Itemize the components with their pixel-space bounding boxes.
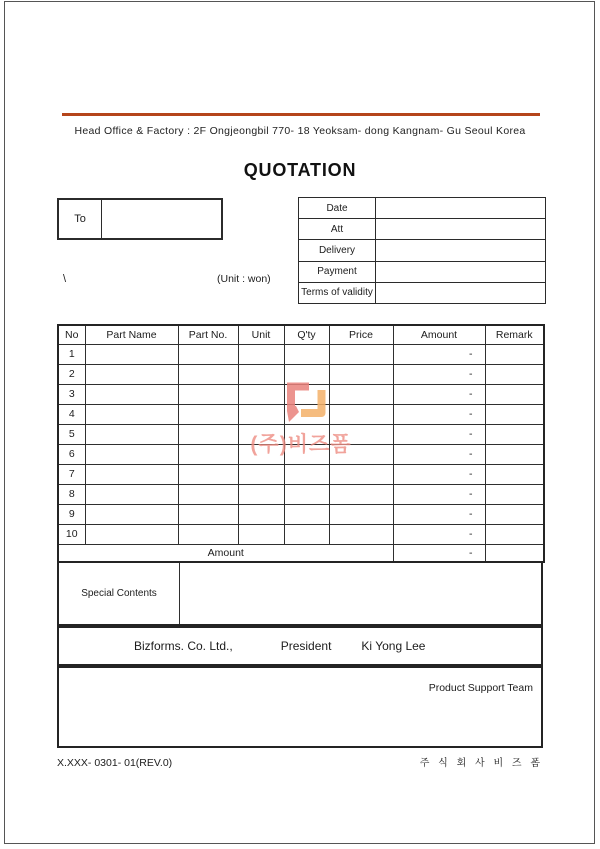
cell-no: 8 (58, 484, 85, 504)
cell-amount: - (393, 524, 485, 544)
cell-unit (238, 364, 284, 384)
cell-unit (238, 464, 284, 484)
meta-value-delivery (376, 240, 546, 261)
meta-label-payment: Payment (299, 261, 376, 282)
footer (57, 754, 543, 769)
signature-row (57, 626, 543, 666)
cell-remark (485, 404, 544, 424)
cell-unit (238, 524, 284, 544)
cell-amount: - (393, 404, 485, 424)
cell-unit (238, 424, 284, 444)
cell-part-no (178, 444, 238, 464)
company-name-korean: 주 식 회 사 비 즈 폼 (419, 758, 543, 769)
page-title: QUOTATION (243, 160, 357, 180)
cell-part-no (178, 364, 238, 384)
header-rule (62, 113, 540, 116)
total-label: Amount (58, 544, 393, 562)
cell-qty (284, 524, 329, 544)
to-label: To (59, 200, 102, 238)
meta-value-validity (376, 282, 546, 303)
item-row (58, 384, 544, 404)
president-label: President (280, 639, 332, 653)
total-amount: - (393, 544, 485, 562)
cell-part-name (85, 524, 178, 544)
meta-table (298, 197, 546, 304)
cell-part-no (178, 524, 238, 544)
cell-remark (485, 444, 544, 464)
currency-mark: \ (63, 273, 67, 285)
cell-no: 3 (58, 384, 85, 404)
cell-part-no (178, 464, 238, 484)
cell-part-name (85, 504, 178, 524)
support-team-label: Product Support Team (428, 682, 533, 694)
meta-label-date: Date (299, 198, 376, 219)
company-name: Bizforms. Co. Ltd., (134, 639, 233, 653)
special-contents-label: Special Contents (59, 563, 180, 624)
cell-part-name (85, 344, 178, 364)
col-header-part-no: Part No. (178, 325, 238, 344)
meta-row-att (299, 219, 546, 240)
col-header-amount: Amount (393, 325, 485, 344)
cell-unit (238, 444, 284, 464)
cell-unit (238, 404, 284, 424)
total-remark (485, 544, 544, 562)
meta-row-delivery (299, 240, 546, 261)
cell-part-no (178, 424, 238, 444)
cell-remark (485, 364, 544, 384)
item-row (58, 504, 544, 524)
cell-unit (238, 484, 284, 504)
col-header-unit: Unit (238, 325, 284, 344)
meta-value-payment (376, 261, 546, 282)
cell-part-name (85, 384, 178, 404)
cell-qty (284, 424, 329, 444)
cell-part-name (85, 444, 178, 464)
meta-value-att (376, 219, 546, 240)
cell-price (329, 444, 393, 464)
cell-part-no (178, 484, 238, 504)
cell-part-name (85, 364, 178, 384)
watermark-text: (주)비즈폼 (250, 433, 352, 456)
cell-price (329, 504, 393, 524)
item-row (58, 344, 544, 364)
cell-part-name (85, 484, 178, 504)
unit-note: (Unit : won) (217, 273, 271, 285)
cell-remark (485, 344, 544, 364)
item-row (58, 464, 544, 484)
support-box (57, 666, 543, 748)
cell-unit (238, 504, 284, 524)
cell-no: 4 (58, 404, 85, 424)
cell-qty (284, 404, 329, 424)
items-table (57, 324, 545, 563)
col-header-qty: Q'ty (284, 325, 329, 344)
president-name: Ki Yong Lee (361, 639, 426, 653)
to-value-field (102, 200, 221, 238)
to-box (57, 198, 223, 240)
cell-remark (485, 464, 544, 484)
cell-qty (284, 484, 329, 504)
cell-no: 10 (58, 524, 85, 544)
cell-amount: - (393, 484, 485, 504)
cell-no: 7 (58, 464, 85, 484)
cell-qty (284, 464, 329, 484)
cell-part-no (178, 344, 238, 364)
cell-amount: - (393, 444, 485, 464)
cell-part-name (85, 424, 178, 444)
meta-row-date (299, 198, 546, 219)
total-row (58, 544, 544, 562)
cell-remark (485, 484, 544, 504)
document-code: X.XXX- 0301- 01(REV.0) (57, 757, 173, 769)
col-header-remark: Remark (485, 325, 544, 344)
meta-label-delivery: Delivery (299, 240, 376, 261)
cell-remark (485, 424, 544, 444)
special-contents-box (57, 561, 543, 626)
cell-amount: - (393, 504, 485, 524)
special-contents-field (180, 563, 541, 624)
item-row (58, 424, 544, 444)
cell-part-no (178, 384, 238, 404)
cell-amount: - (393, 464, 485, 484)
cell-amount: - (393, 384, 485, 404)
cell-part-name (85, 404, 178, 424)
cell-remark (485, 384, 544, 404)
meta-value-date (376, 198, 546, 219)
company-address: Head Office & Factory : 2F Ongjeongbil 770- 18 Yeoksam- dong Kangnam- Gu Seoul Korea (74, 125, 526, 137)
cell-qty (284, 444, 329, 464)
meta-label-validity: Terms of validity (299, 282, 376, 303)
cell-no: 1 (58, 344, 85, 364)
item-row (58, 364, 544, 384)
cell-unit (238, 344, 284, 364)
cell-amount: - (393, 424, 485, 444)
cell-qty (284, 504, 329, 524)
cell-part-no (178, 404, 238, 424)
item-row (58, 404, 544, 424)
cell-qty (284, 364, 329, 384)
cell-price (329, 424, 393, 444)
cell-part-name (85, 464, 178, 484)
items-header-row (58, 325, 544, 344)
cell-part-no (178, 504, 238, 524)
cell-qty (284, 384, 329, 404)
cell-price (329, 384, 393, 404)
cell-price (329, 344, 393, 364)
cell-no: 6 (58, 444, 85, 464)
cell-unit (238, 384, 284, 404)
meta-row-payment (299, 261, 546, 282)
cell-price (329, 464, 393, 484)
cell-price (329, 524, 393, 544)
item-row (58, 444, 544, 464)
cell-price (329, 484, 393, 504)
cell-remark (485, 524, 544, 544)
cell-no: 9 (58, 504, 85, 524)
cell-price (329, 404, 393, 424)
cell-no: 5 (58, 424, 85, 444)
item-row (58, 524, 544, 544)
cell-price (329, 364, 393, 384)
col-header-part-name: Part Name (85, 325, 178, 344)
cell-amount: - (393, 344, 485, 364)
cell-amount: - (393, 364, 485, 384)
meta-row-validity (299, 282, 546, 303)
cell-no: 2 (58, 364, 85, 384)
col-header-no: No (58, 325, 85, 344)
cell-remark (485, 504, 544, 524)
item-row (58, 484, 544, 504)
col-header-price: Price (329, 325, 393, 344)
meta-label-att: Att (299, 219, 376, 240)
cell-qty (284, 344, 329, 364)
